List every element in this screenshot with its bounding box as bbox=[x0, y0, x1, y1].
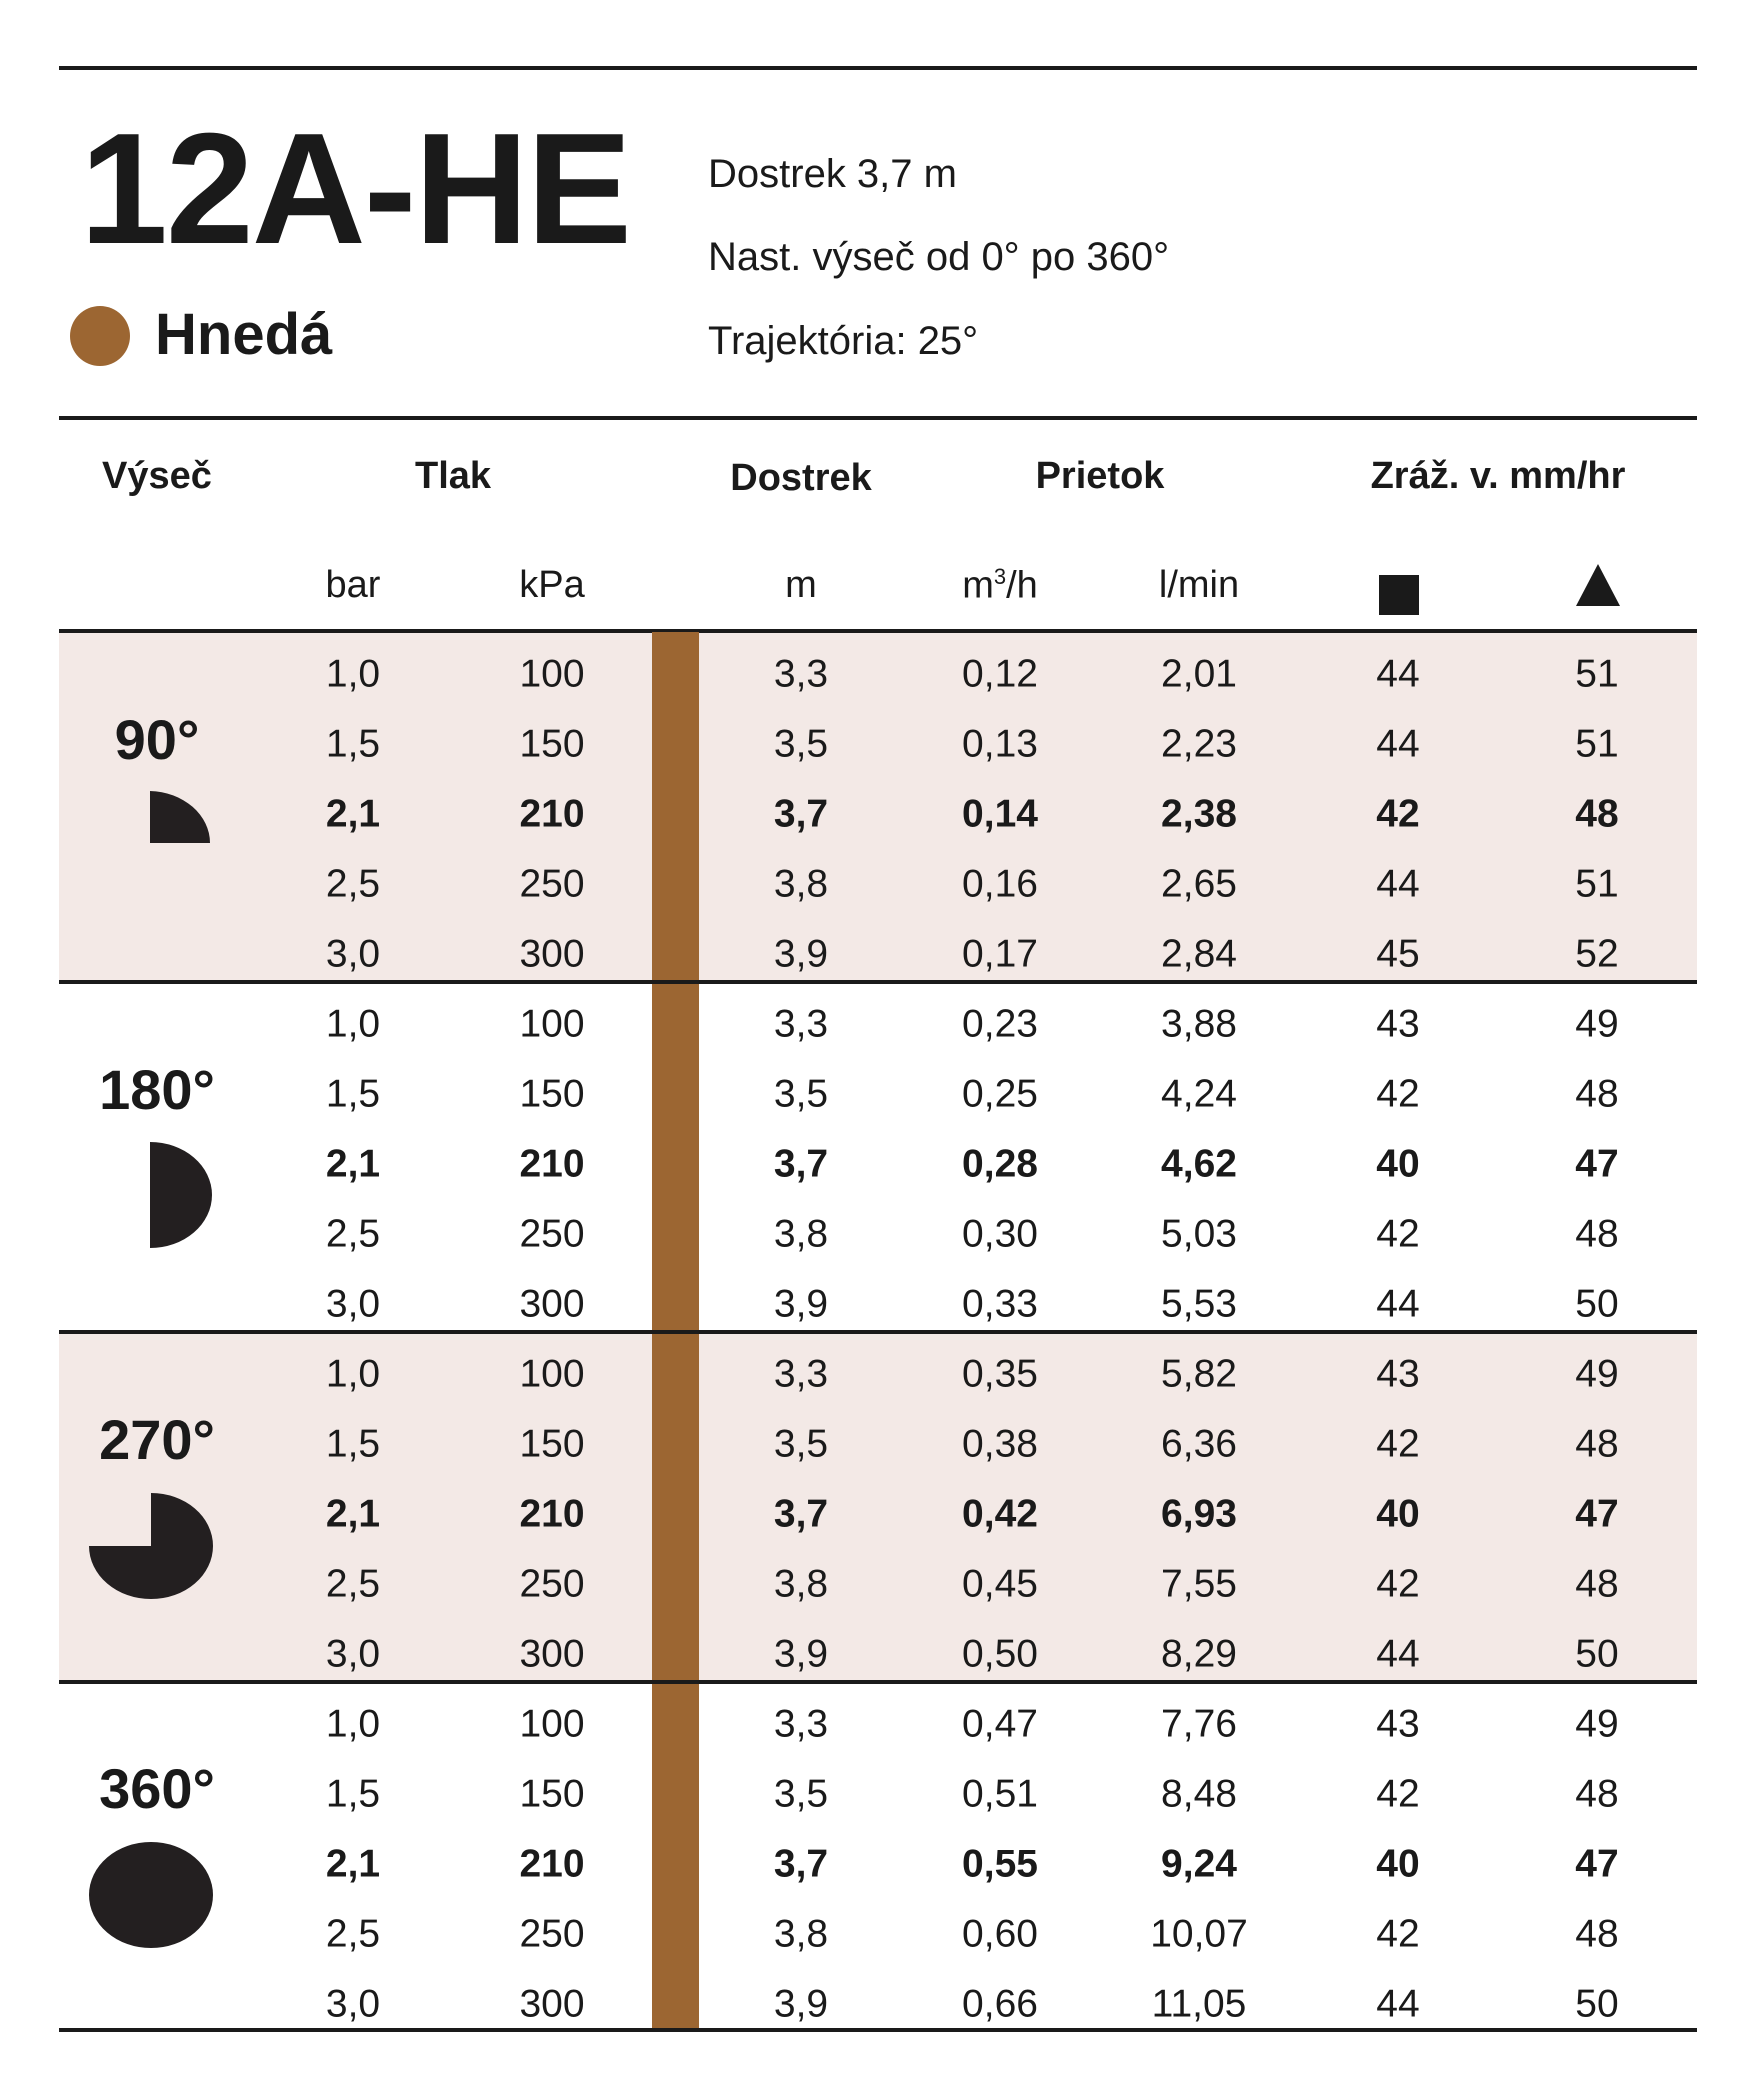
table-cell-lmin: 9,24 bbox=[1161, 1842, 1237, 1886]
table-cell-bar: 3,0 bbox=[325, 1982, 381, 2026]
table-cell-sq: 40 bbox=[1376, 1492, 1420, 1536]
table-cell-bar: 2,1 bbox=[325, 1492, 381, 1536]
arc-label-360: 360° bbox=[99, 1757, 215, 1820]
table-cell-tri: 51 bbox=[1575, 722, 1619, 766]
table-cell-lmin: 11,05 bbox=[1151, 1982, 1247, 2026]
table-cell-sq: 42 bbox=[1376, 1072, 1420, 1116]
table-cell-m: 3,9 bbox=[773, 932, 829, 976]
table-cell-tri: 48 bbox=[1575, 1212, 1619, 1256]
table-cell-lmin: 7,55 bbox=[1161, 1562, 1237, 1606]
table-cell-tri: 48 bbox=[1575, 1912, 1619, 1956]
table-cell-m: 3,9 bbox=[773, 1282, 829, 1326]
table-cell-sq: 42 bbox=[1376, 1422, 1420, 1466]
table-cell-tri: 47 bbox=[1575, 1142, 1619, 1186]
table-cell-kpa: 250 bbox=[519, 1912, 585, 1956]
table-cell-m3h: 0,42 bbox=[962, 1492, 1038, 1536]
table-cell-m: 3,5 bbox=[773, 722, 829, 766]
unit-m3h-base: m bbox=[962, 564, 994, 607]
table-cell-bar: 1,0 bbox=[325, 1002, 381, 1046]
table-cell-kpa: 300 bbox=[519, 932, 585, 976]
table-cell-sq: 42 bbox=[1376, 1772, 1420, 1816]
table-cell-tri: 50 bbox=[1575, 1282, 1619, 1326]
table-cell-sq: 40 bbox=[1376, 1842, 1420, 1886]
table-cell-kpa: 300 bbox=[519, 1282, 585, 1326]
table-cell-tri: 47 bbox=[1575, 1492, 1619, 1536]
color-name: Hnedá bbox=[155, 302, 333, 367]
table-cell-kpa: 250 bbox=[519, 1212, 585, 1256]
table-cell-tri: 52 bbox=[1575, 932, 1619, 976]
table-cell-sq: 43 bbox=[1376, 1352, 1420, 1396]
table-cell-m3h: 0,50 bbox=[962, 1632, 1038, 1676]
table-cell-m3h: 0,51 bbox=[962, 1772, 1038, 1816]
table-cell-tri: 51 bbox=[1575, 862, 1619, 906]
unit-m3h-superscript: 3 bbox=[993, 564, 1007, 589]
table-cell-kpa: 250 bbox=[519, 1562, 585, 1606]
table-cell-tri: 49 bbox=[1575, 1002, 1619, 1046]
table-cell-lmin: 5,82 bbox=[1161, 1352, 1237, 1396]
table-cell-sq: 44 bbox=[1376, 862, 1420, 906]
table-cell-kpa: 210 bbox=[519, 1842, 585, 1886]
table-cell-m3h: 0,38 bbox=[962, 1422, 1038, 1466]
table-cell-bar: 1,5 bbox=[325, 1072, 381, 1116]
table-cell-tri: 50 bbox=[1575, 1632, 1619, 1676]
table-cell-m: 3,3 bbox=[773, 1702, 829, 1746]
table-cell-bar: 3,0 bbox=[325, 1632, 381, 1676]
table-cell-sq: 44 bbox=[1376, 1982, 1420, 2026]
table-cell-m: 3,3 bbox=[773, 1002, 829, 1046]
table-cell-kpa: 100 bbox=[519, 1352, 585, 1396]
table-cell-lmin: 6,36 bbox=[1161, 1422, 1237, 1466]
table-cell-kpa: 300 bbox=[519, 1982, 585, 2026]
spec-trajectory: Trajektória: 25° bbox=[708, 319, 979, 363]
table-cell-kpa: 210 bbox=[519, 1492, 585, 1536]
table-cell-m: 3,3 bbox=[773, 1352, 829, 1396]
table-cell-bar: 2,5 bbox=[325, 1212, 381, 1256]
table-cell-kpa: 150 bbox=[519, 1422, 585, 1466]
table-cell-bar: 2,1 bbox=[325, 792, 381, 836]
column-header-radius: Dostrek bbox=[730, 457, 872, 499]
column-header-pressure: Tlak bbox=[414, 455, 492, 497]
table-cell-m3h: 0,47 bbox=[962, 1702, 1038, 1746]
table-cell-m: 3,5 bbox=[773, 1422, 829, 1466]
table-cell-m3h: 0,45 bbox=[962, 1562, 1038, 1606]
table-cell-tri: 48 bbox=[1575, 1562, 1619, 1606]
table-cell-lmin: 10,07 bbox=[1150, 1912, 1248, 1956]
table-cell-kpa: 100 bbox=[519, 1702, 585, 1746]
table-cell-tri: 48 bbox=[1575, 1772, 1619, 1816]
table-cell-kpa: 100 bbox=[519, 652, 585, 696]
table-cell-bar: 2,5 bbox=[325, 1562, 381, 1606]
table-cell-bar: 3,0 bbox=[325, 932, 381, 976]
table-cell-m: 3,9 bbox=[773, 1632, 829, 1676]
model-title: 12A-HE bbox=[80, 101, 630, 277]
column-header-flow: Prietok bbox=[1035, 455, 1165, 497]
unit-m3h-tail: /h bbox=[1006, 564, 1038, 607]
table-cell-kpa: 150 bbox=[519, 1072, 585, 1116]
table-cell-sq: 42 bbox=[1376, 792, 1420, 836]
table-cell-kpa: 150 bbox=[519, 1772, 585, 1816]
unit-lmin: l/min bbox=[1158, 564, 1240, 606]
unit-bar: bar bbox=[325, 564, 381, 606]
table-cell-lmin: 2,23 bbox=[1161, 722, 1237, 766]
column-header-arc: Výseč bbox=[102, 455, 212, 497]
table-cell-m: 3,8 bbox=[773, 862, 829, 906]
table-cell-bar: 3,0 bbox=[325, 1282, 381, 1326]
table-cell-sq: 43 bbox=[1376, 1002, 1420, 1046]
spec-arc-range: Nast. výseč od 0° po 360° bbox=[708, 235, 1170, 279]
table-cell-tri: 49 bbox=[1575, 1702, 1619, 1746]
table-cell-tri: 50 bbox=[1575, 1982, 1619, 2026]
table-cell-m3h: 0,14 bbox=[962, 792, 1038, 836]
table-cell-kpa: 100 bbox=[519, 1002, 585, 1046]
table-cell-m3h: 0,30 bbox=[962, 1212, 1038, 1256]
table-cell-m3h: 0,25 bbox=[962, 1072, 1038, 1116]
arc-label-270: 270° bbox=[99, 1408, 215, 1471]
table-cell-m: 3,9 bbox=[773, 1982, 829, 2026]
table-cell-m: 3,7 bbox=[773, 1842, 829, 1886]
table-cell-lmin: 8,29 bbox=[1161, 1632, 1237, 1676]
spec-radius: Dostrek 3,7 m bbox=[708, 152, 957, 196]
table-cell-lmin: 2,01 bbox=[1161, 652, 1237, 696]
table-cell-tri: 48 bbox=[1575, 1422, 1619, 1466]
table-cell-m3h: 0,55 bbox=[962, 1842, 1038, 1886]
table-cell-bar: 1,0 bbox=[325, 652, 381, 696]
table-cell-m3h: 0,33 bbox=[962, 1282, 1038, 1326]
table-cell-bar: 1,0 bbox=[325, 1702, 381, 1746]
table-cell-lmin: 7,76 bbox=[1161, 1702, 1237, 1746]
table-cell-lmin: 8,48 bbox=[1161, 1772, 1237, 1816]
table-cell-lmin: 4,24 bbox=[1161, 1072, 1237, 1116]
table-cell-sq: 44 bbox=[1376, 652, 1420, 696]
table-cell-m: 3,8 bbox=[773, 1562, 829, 1606]
table-cell-kpa: 300 bbox=[519, 1632, 585, 1676]
table-cell-m3h: 0,12 bbox=[962, 652, 1038, 696]
table-cell-m: 3,7 bbox=[773, 792, 829, 836]
table-cell-tri: 47 bbox=[1575, 1842, 1619, 1886]
table-cell-sq: 42 bbox=[1376, 1562, 1420, 1606]
arc-label-90: 90° bbox=[114, 708, 200, 771]
table-cell-bar: 1,0 bbox=[325, 1352, 381, 1396]
table-cell-sq: 45 bbox=[1376, 932, 1420, 976]
table-cell-m: 3,8 bbox=[773, 1912, 829, 1956]
table-cell-bar: 2,1 bbox=[325, 1142, 381, 1186]
table-cell-bar: 2,5 bbox=[325, 1912, 381, 1956]
table-cell-tri: 51 bbox=[1575, 652, 1619, 696]
table-cell-m: 3,5 bbox=[773, 1072, 829, 1116]
table-cell-kpa: 210 bbox=[519, 1142, 585, 1186]
table-cell-sq: 42 bbox=[1376, 1212, 1420, 1256]
table-cell-bar: 2,1 bbox=[325, 1842, 381, 1886]
table-cell-bar: 2,5 bbox=[325, 862, 381, 906]
table-cell-m3h: 0,60 bbox=[962, 1912, 1038, 1956]
table-cell-m: 3,5 bbox=[773, 1772, 829, 1816]
table-cell-m3h: 0,16 bbox=[962, 862, 1038, 906]
table-cell-sq: 44 bbox=[1376, 1282, 1420, 1326]
table-cell-sq: 44 bbox=[1376, 1632, 1420, 1676]
table-cell-tri: 48 bbox=[1575, 1072, 1619, 1116]
table-cell-sq: 42 bbox=[1376, 1912, 1420, 1956]
table-cell-kpa: 250 bbox=[519, 862, 585, 906]
table-cell-m3h: 0,35 bbox=[962, 1352, 1038, 1396]
table-cell-lmin: 5,53 bbox=[1161, 1282, 1237, 1326]
table-cell-bar: 1,5 bbox=[325, 1772, 381, 1816]
table-cell-bar: 1,5 bbox=[325, 722, 381, 766]
column-header-precip: Zráž. v. mm/hr bbox=[1370, 455, 1626, 497]
table-cell-tri: 48 bbox=[1575, 792, 1619, 836]
table-cell-m3h: 0,17 bbox=[962, 932, 1038, 976]
table-cell-lmin: 3,88 bbox=[1161, 1002, 1237, 1046]
table-cell-lmin: 2,38 bbox=[1161, 792, 1237, 836]
table-cell-lmin: 4,62 bbox=[1161, 1142, 1237, 1186]
table-cell-kpa: 150 bbox=[519, 722, 585, 766]
table-cell-lmin: 2,65 bbox=[1161, 862, 1237, 906]
unit-kpa: kPa bbox=[519, 564, 585, 606]
table-cell-m3h: 0,23 bbox=[962, 1002, 1038, 1046]
table-cell-sq: 43 bbox=[1376, 1702, 1420, 1746]
table-cell-m3h: 0,66 bbox=[962, 1982, 1038, 2026]
table-cell-lmin: 2,84 bbox=[1161, 932, 1237, 976]
arc-label-180: 180° bbox=[99, 1058, 215, 1121]
table-cell-m: 3,7 bbox=[773, 1492, 829, 1536]
table-cell-kpa: 210 bbox=[519, 792, 585, 836]
table-cell-sq: 44 bbox=[1376, 722, 1420, 766]
table-cell-m3h: 0,28 bbox=[962, 1142, 1038, 1186]
table-cell-m3h: 0,13 bbox=[962, 722, 1038, 766]
table-cell-bar: 1,5 bbox=[325, 1422, 381, 1466]
table-cell-m: 3,7 bbox=[773, 1142, 829, 1186]
table-cell-tri: 49 bbox=[1575, 1352, 1619, 1396]
table-cell-m: 3,8 bbox=[773, 1212, 829, 1256]
table-cell-lmin: 5,03 bbox=[1161, 1212, 1237, 1256]
table-cell-sq: 40 bbox=[1376, 1142, 1420, 1186]
unit-meters: m bbox=[785, 564, 817, 606]
table-cell-lmin: 6,93 bbox=[1161, 1492, 1237, 1536]
table-cell-m: 3,3 bbox=[773, 652, 829, 696]
